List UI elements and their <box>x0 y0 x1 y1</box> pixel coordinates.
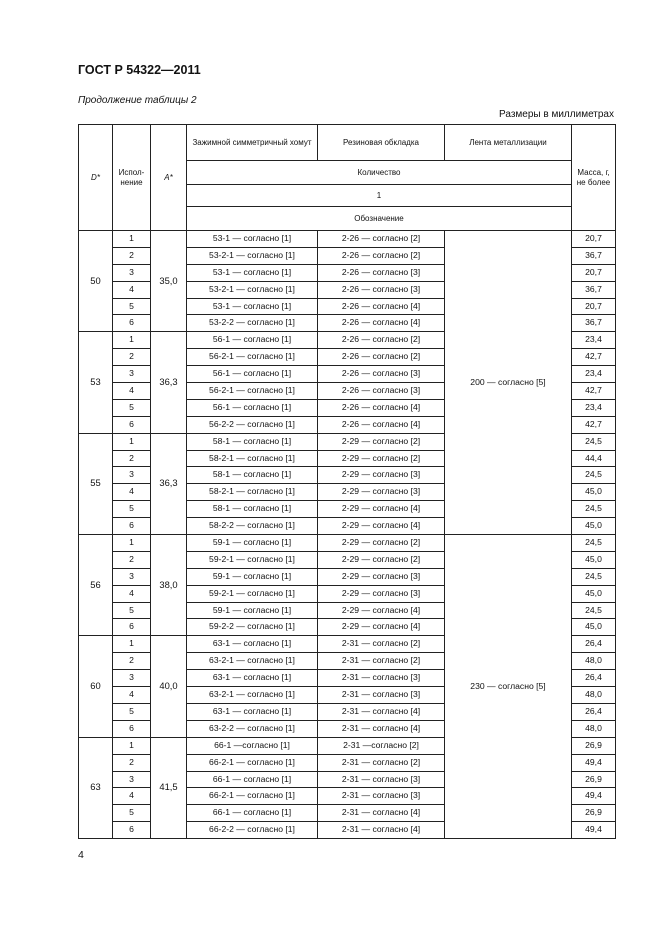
cell-clamp: 56-1 — согласно [1] <box>187 399 318 416</box>
cell-rubber: 2-26 — согласно [2] <box>318 231 445 248</box>
cell-mass: 36,7 <box>572 247 616 264</box>
cell-mass: 36,7 <box>572 315 616 332</box>
cell-clamp: 59-1 — согласно [1] <box>187 535 318 552</box>
cell-clamp: 53-2-2 — согласно [1] <box>187 315 318 332</box>
cell-version: 6 <box>113 619 151 636</box>
cell-version: 5 <box>113 703 151 720</box>
cell-mass: 20,7 <box>572 264 616 281</box>
table-row <box>79 231 616 248</box>
cell-rubber: 2-29 — согласно [3] <box>318 568 445 585</box>
cell-clamp: 53-1 — согласно [1] <box>187 298 318 315</box>
cell-mass: 24,5 <box>572 602 616 619</box>
cell-version: 2 <box>113 551 151 568</box>
cell-rubber: 2-26 — согласно [2] <box>318 247 445 264</box>
cell-version: 3 <box>113 670 151 687</box>
cell-tape: 200 — согласно [5] <box>445 231 572 535</box>
cell-mass: 24,5 <box>572 433 616 450</box>
units-note: Размеры в миллиметрах <box>499 109 614 120</box>
cell-rubber: 2-29 — согласно [2] <box>318 551 445 568</box>
cell-rubber: 2-31 — согласно [3] <box>318 771 445 788</box>
cell-clamp: 66-2-1 — согласно [1] <box>187 754 318 771</box>
cell-rubber: 2-29 — согласно [4] <box>318 501 445 518</box>
cell-rubber: 2-31 — согласно [2] <box>318 653 445 670</box>
cell-rubber: 2-31 — согласно [2] <box>318 754 445 771</box>
cell-version: 1 <box>113 737 151 754</box>
cell-clamp: 59-2-1 — согласно [1] <box>187 585 318 602</box>
cell-mass: 42,7 <box>572 383 616 400</box>
cell-a: 41,5 <box>151 737 187 838</box>
cell-clamp: 63-1 — согласно [1] <box>187 670 318 687</box>
cell-rubber: 2-31 — согласно [3] <box>318 670 445 687</box>
cell-mass: 20,7 <box>572 298 616 315</box>
cell-rubber: 2-26 — согласно [3] <box>318 264 445 281</box>
cell-mass: 42,7 <box>572 349 616 366</box>
cell-version: 4 <box>113 585 151 602</box>
cell-mass: 24,5 <box>572 568 616 585</box>
cell-version: 1 <box>113 535 151 552</box>
cell-version: 1 <box>113 433 151 450</box>
cell-clamp: 56-2-2 — согласно [1] <box>187 416 318 433</box>
cell-mass: 26,4 <box>572 670 616 687</box>
cell-rubber: 2-29 — согласно [2] <box>318 450 445 467</box>
cell-rubber: 2-29 — согласно [2] <box>318 433 445 450</box>
cell-clamp: 63-2-1 — согласно [1] <box>187 653 318 670</box>
cell-version: 6 <box>113 822 151 839</box>
cell-rubber: 2-31 — согласно [2] <box>318 636 445 653</box>
cell-rubber: 2-26 — согласно [3] <box>318 383 445 400</box>
cell-rubber: 2-26 — согласно [4] <box>318 315 445 332</box>
cell-version: 6 <box>113 518 151 535</box>
cell-mass: 24,5 <box>572 467 616 484</box>
cell-a: 35,0 <box>151 231 187 332</box>
cell-version: 5 <box>113 602 151 619</box>
cell-version: 4 <box>113 484 151 501</box>
cell-clamp: 56-2-1 — согласно [1] <box>187 349 318 366</box>
cell-clamp: 53-1 — согласно [1] <box>187 264 318 281</box>
cell-mass: 45,0 <box>572 551 616 568</box>
cell-clamp: 58-1 — согласно [1] <box>187 467 318 484</box>
col-header-mass: Масса, г, не более <box>572 125 616 231</box>
cell-version: 6 <box>113 315 151 332</box>
cell-d: 50 <box>79 231 113 332</box>
cell-mass: 26,4 <box>572 636 616 653</box>
cell-mass: 49,4 <box>572 822 616 839</box>
cell-version: 3 <box>113 568 151 585</box>
cell-version: 5 <box>113 298 151 315</box>
cell-clamp: 56-1 — согласно [1] <box>187 332 318 349</box>
cell-mass: 24,5 <box>572 501 616 518</box>
cell-clamp: 66-1 — согласно [1] <box>187 805 318 822</box>
quantity-value: 1 <box>187 185 572 207</box>
col-header-designation: Обозначение <box>187 207 572 231</box>
table-body <box>79 231 616 839</box>
specification-table <box>78 124 616 839</box>
cell-version: 4 <box>113 281 151 298</box>
cell-clamp: 59-2-2 — согласно [1] <box>187 619 318 636</box>
cell-version: 2 <box>113 653 151 670</box>
cell-version: 2 <box>113 349 151 366</box>
cell-mass: 45,0 <box>572 484 616 501</box>
cell-clamp: 58-2-1 — согласно [1] <box>187 484 318 501</box>
cell-version: 5 <box>113 805 151 822</box>
cell-mass: 24,5 <box>572 535 616 552</box>
cell-rubber: 2-26 — согласно [3] <box>318 366 445 383</box>
cell-version: 3 <box>113 771 151 788</box>
cell-rubber: 2-31 — согласно [3] <box>318 788 445 805</box>
cell-clamp: 63-2-1 — согласно [1] <box>187 687 318 704</box>
cell-version: 1 <box>113 332 151 349</box>
cell-clamp: 53-1 — согласно [1] <box>187 231 318 248</box>
cell-rubber: 2-26 — согласно [3] <box>318 281 445 298</box>
cell-clamp: 66-2-1 — согласно [1] <box>187 788 318 805</box>
cell-a: 36,3 <box>151 433 187 534</box>
cell-rubber: 2-29 — согласно [4] <box>318 602 445 619</box>
cell-version: 3 <box>113 467 151 484</box>
cell-clamp: 56-2-1 — согласно [1] <box>187 383 318 400</box>
cell-clamp: 58-2-1 — согласно [1] <box>187 450 318 467</box>
cell-clamp: 58-1 — согласно [1] <box>187 501 318 518</box>
cell-mass: 45,0 <box>572 518 616 535</box>
cell-rubber: 2-31 — согласно [4] <box>318 822 445 839</box>
cell-version: 3 <box>113 264 151 281</box>
cell-clamp: 56-1 — согласно [1] <box>187 366 318 383</box>
col-header-d: D* <box>79 125 113 231</box>
cell-clamp: 66-1 —согласно [1] <box>187 737 318 754</box>
cell-mass: 26,9 <box>572 805 616 822</box>
cell-mass: 23,4 <box>572 366 616 383</box>
cell-mass: 42,7 <box>572 416 616 433</box>
cell-rubber: 2-31 — согласно [4] <box>318 720 445 737</box>
cell-mass: 49,4 <box>572 754 616 771</box>
cell-clamp: 58-1 — согласно [1] <box>187 433 318 450</box>
col-header-tape: Лента металлизации <box>445 125 572 161</box>
cell-mass: 23,4 <box>572 332 616 349</box>
table-continuation-caption: Продолжение таблицы 2 <box>78 95 197 106</box>
cell-rubber: 2-29 — согласно [3] <box>318 484 445 501</box>
cell-clamp: 58-2-2 — согласно [1] <box>187 518 318 535</box>
cell-clamp: 53-2-1 — согласно [1] <box>187 247 318 264</box>
cell-a: 40,0 <box>151 636 187 737</box>
cell-d: 63 <box>79 737 113 838</box>
col-header-quantity: Количество <box>187 161 572 185</box>
cell-rubber: 2-26 — согласно [4] <box>318 399 445 416</box>
cell-rubber: 2-31 —согласно [2] <box>318 737 445 754</box>
cell-clamp: 63-2-2 — согласно [1] <box>187 720 318 737</box>
cell-version: 2 <box>113 450 151 467</box>
cell-clamp: 66-1 — согласно [1] <box>187 771 318 788</box>
cell-rubber: 2-29 — согласно [4] <box>318 518 445 535</box>
col-header-rubber: Резиновая обкладка <box>318 125 445 161</box>
cell-version: 4 <box>113 687 151 704</box>
cell-clamp: 53-2-1 — согласно [1] <box>187 281 318 298</box>
cell-d: 60 <box>79 636 113 737</box>
cell-mass: 26,9 <box>572 737 616 754</box>
table-row <box>79 535 616 552</box>
cell-rubber: 2-31 — согласно [3] <box>318 687 445 704</box>
cell-rubber: 2-31 — согласно [4] <box>318 703 445 720</box>
cell-clamp: 66-2-2 — согласно [1] <box>187 822 318 839</box>
page-number: 4 <box>78 849 84 861</box>
cell-a: 36,3 <box>151 332 187 433</box>
document-title: ГОСТ Р 54322—2011 <box>78 63 201 77</box>
cell-clamp: 59-1 — согласно [1] <box>187 568 318 585</box>
cell-a: 38,0 <box>151 535 187 636</box>
cell-version: 6 <box>113 416 151 433</box>
cell-rubber: 2-31 — согласно [4] <box>318 805 445 822</box>
cell-mass: 49,4 <box>572 788 616 805</box>
cell-d: 55 <box>79 433 113 534</box>
cell-rubber: 2-29 — согласно [3] <box>318 467 445 484</box>
cell-version: 5 <box>113 399 151 416</box>
cell-version: 5 <box>113 501 151 518</box>
cell-version: 1 <box>113 636 151 653</box>
cell-clamp: 63-1 — согласно [1] <box>187 703 318 720</box>
cell-clamp: 59-2-1 — согласно [1] <box>187 551 318 568</box>
cell-mass: 44,4 <box>572 450 616 467</box>
cell-tape: 230 — согласно [5] <box>445 535 572 839</box>
cell-mass: 26,4 <box>572 703 616 720</box>
col-header-version: Испол-нение <box>113 125 151 231</box>
cell-mass: 26,9 <box>572 771 616 788</box>
cell-mass: 20,7 <box>572 231 616 248</box>
cell-mass: 36,7 <box>572 281 616 298</box>
cell-rubber: 2-26 — согласно [2] <box>318 332 445 349</box>
cell-mass: 48,0 <box>572 720 616 737</box>
cell-d: 53 <box>79 332 113 433</box>
cell-rubber: 2-29 — согласно [3] <box>318 585 445 602</box>
cell-rubber: 2-26 — согласно [4] <box>318 298 445 315</box>
cell-rubber: 2-29 — согласно [4] <box>318 619 445 636</box>
cell-version: 3 <box>113 366 151 383</box>
cell-mass: 48,0 <box>572 687 616 704</box>
cell-version: 4 <box>113 788 151 805</box>
col-header-clamp: Зажимной симметричный хомут <box>187 125 318 161</box>
cell-mass: 48,0 <box>572 653 616 670</box>
cell-version: 2 <box>113 754 151 771</box>
cell-clamp: 59-1 — согласно [1] <box>187 602 318 619</box>
cell-version: 6 <box>113 720 151 737</box>
cell-clamp: 63-1 — согласно [1] <box>187 636 318 653</box>
cell-rubber: 2-26 — согласно [2] <box>318 349 445 366</box>
cell-mass: 45,0 <box>572 619 616 636</box>
cell-version: 4 <box>113 383 151 400</box>
cell-d: 56 <box>79 535 113 636</box>
col-header-a: A* <box>151 125 187 231</box>
cell-version: 1 <box>113 231 151 248</box>
cell-mass: 45,0 <box>572 585 616 602</box>
cell-mass: 23,4 <box>572 399 616 416</box>
cell-rubber: 2-26 — согласно [4] <box>318 416 445 433</box>
cell-version: 2 <box>113 247 151 264</box>
cell-rubber: 2-29 — согласно [2] <box>318 535 445 552</box>
